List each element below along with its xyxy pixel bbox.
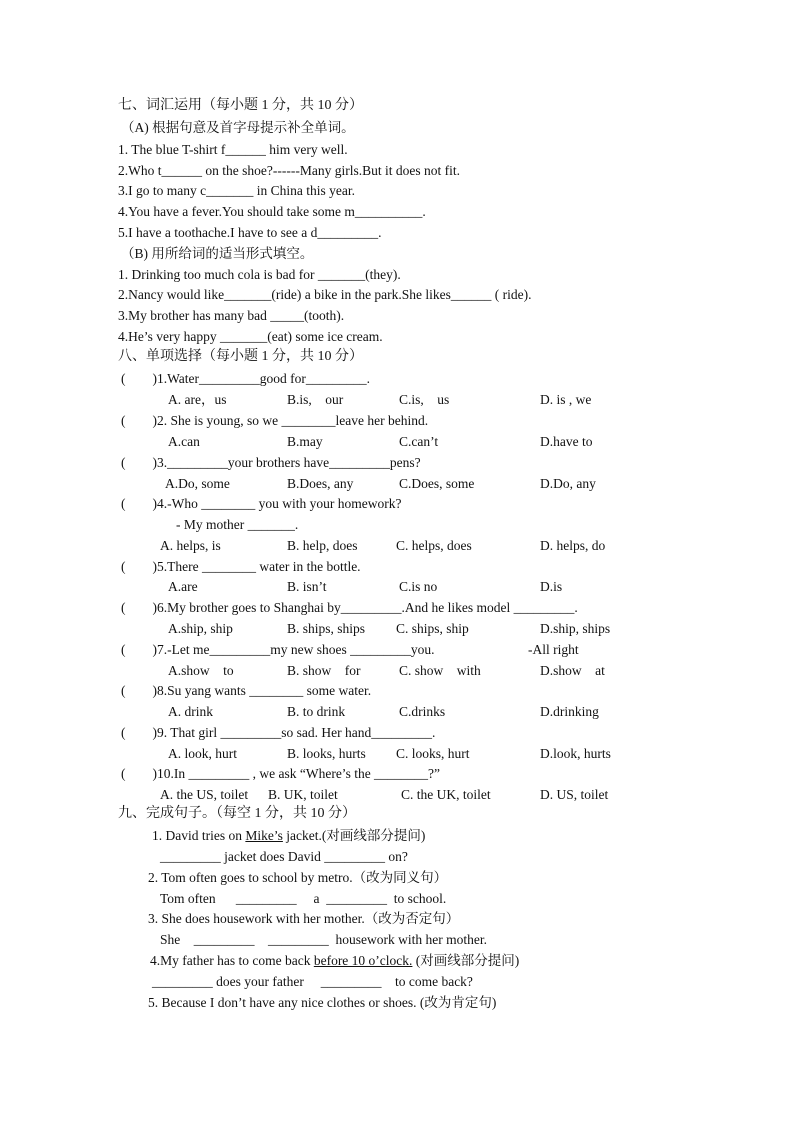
q9-option-c: C. looks, hurt	[396, 746, 470, 761]
vocab-b-item-4: 4.He’s very happy _______(eat) some ice cream.	[118, 329, 383, 344]
q10-option-a: A. the US, toilet	[160, 787, 249, 802]
q7-option-a: A.show to	[168, 663, 234, 678]
s3-sentence: 3. She does housework with her mother.（改为否定句）	[148, 911, 460, 926]
q8-option-b: B. to drink	[287, 704, 346, 719]
vocab-a-item-2: 2.Who t______ on the shoe?------Many girls.But it does not fit.	[118, 163, 460, 178]
vocab-heading: 七、词汇运用（每小题 1 分，共 10 分）	[118, 98, 363, 113]
vocab-b-item-3: 3.My brother has many bad _____(tooth).	[118, 308, 345, 323]
vocab-partB-heading: （B) 用所给词的适当形式填空。	[121, 246, 314, 261]
s4-pre: 4.My father has to come back	[150, 953, 314, 968]
q2-option-d: D.have to	[540, 434, 593, 449]
q1-option-b: B.is, our	[287, 392, 344, 407]
s1-underlined: Mike’s	[245, 828, 283, 843]
q10-option-d: D. US, toilet	[540, 787, 609, 802]
q1-option-c: C.is, us	[399, 392, 450, 407]
q2-option-b: B.may	[287, 434, 323, 449]
s1-pre: 1. David tries on	[152, 828, 246, 843]
q8-option-a: A. drink	[168, 704, 213, 719]
vocab-a-item-3: 3.I go to many c_______ in China this year.	[118, 183, 355, 198]
q7-stem: ( )7.-Let me_________my new shoes _________you.	[121, 642, 435, 657]
q10-option-b: B. UK, toilet	[268, 787, 338, 802]
s2-answer: Tom often _________ a _________ to school.	[160, 891, 447, 906]
q5-option-d: D.is	[540, 579, 563, 594]
s4-post: (对画线部分提问)	[412, 953, 520, 968]
q3-option-a: A.Do, some	[165, 476, 230, 491]
q1-option-a: A. are，us	[168, 392, 227, 407]
q8-option-d: D.drinking	[540, 704, 599, 719]
q6-stem: ( )6.My brother goes to Shanghai by_________.And he likes model _________.	[121, 600, 578, 615]
s2-sentence: 2. Tom often goes to school by metro.（改为同义句）	[148, 870, 448, 885]
q4-option-d: D. helps, do	[540, 538, 606, 553]
q4-option-b: B. help, does	[287, 538, 358, 553]
q2-stem: ( )2. She is young, so we ________leave her behind.	[121, 413, 429, 428]
q3-option-b: B.Does, any	[287, 476, 354, 491]
q5-option-b: B. isn’t	[287, 579, 327, 594]
choice-heading: 八、单项选择（每小题 1 分，共 10 分）	[118, 349, 363, 364]
q9-option-a: A. look, hurt	[168, 746, 237, 761]
q9-option-d: D.look, hurts	[540, 746, 611, 761]
q6-option-c: C. ships, ship	[396, 621, 469, 636]
q4-stem-reply: - My mother _______.	[176, 517, 299, 532]
q7-option-d: D.show at	[540, 663, 605, 678]
q5-option-a: A.are	[168, 579, 198, 594]
q4-option-c: C. helps, does	[396, 538, 472, 553]
vocab-b-item-1: 1. Drinking too much cola is bad for _______(they).	[118, 267, 401, 282]
vocab-partA-heading: （A) 根据句意及首字母提示补全单词。	[121, 120, 355, 135]
s4-answer: _________ does your father _________ to come back?	[152, 974, 473, 989]
q9-option-b: B. looks, hurts	[287, 746, 366, 761]
q6-option-a: A.ship, ship	[168, 621, 233, 636]
vocab-a-item-4: 4.You have a fever.You should take some m__________.	[118, 204, 426, 219]
q7-option-c: C. show with	[399, 663, 481, 678]
vocab-a-item-1: 1. The blue T-shirt f______ him very well.	[118, 142, 348, 157]
q5-option-c: C.is no	[399, 579, 438, 594]
s1-post: jacket.(对画线部分提问)	[282, 828, 426, 843]
s5-sentence: 5. Because I don’t have any nice clothes or shoes. (改为肯定句)	[148, 995, 497, 1010]
q3-stem: ( )3._________your brothers have_________pens?	[121, 455, 421, 470]
q7-option-b: B. show for	[287, 663, 361, 678]
q5-stem: ( )5.There ________ water in the bottle.	[121, 559, 361, 574]
q2-option-a: A.can	[168, 434, 200, 449]
q10-stem: ( )10.In _________ , we ask “Where’s the ________?”	[121, 766, 441, 781]
q3-option-d: D.Do, any	[540, 476, 596, 491]
q9-stem: ( )9. That girl _________so sad. Her hand_________.	[121, 725, 436, 740]
q4-option-a: A. helps, is	[160, 538, 221, 553]
vocab-b-item-2: 2.Nancy would like_______(ride) a bike in the park.She likes______ ( ride).	[118, 287, 532, 302]
q8-stem: ( )8.Su yang wants ________ some water.	[121, 683, 372, 698]
q1-stem: ( )1.Water_________good for_________.	[121, 371, 370, 386]
q8-option-c: C.drinks	[399, 704, 446, 719]
vocab-a-item-5: 5.I have a toothache.I have to see a d_________.	[118, 225, 382, 240]
complete-heading: 九、完成句子。（每空 1 分，共 10 分）	[118, 806, 356, 821]
q2-option-c: C.can’t	[399, 434, 439, 449]
q1-option-d: D. is , we	[540, 392, 592, 407]
s3-answer: She _________ _________ housework with her mother.	[160, 932, 487, 947]
s1-answer: _________ jacket does David _________ on?	[160, 849, 408, 864]
s1-sentence	[152, 827, 425, 845]
q6-option-d: D.ship, ships	[540, 621, 611, 636]
q7-stem-reply: -All right	[528, 642, 579, 657]
q6-option-b: B. ships, ships	[287, 621, 366, 636]
s4-sentence	[150, 952, 519, 970]
q4-stem: ( )4.-Who ________ you with your homework?	[121, 496, 402, 511]
s4-underlined: before 10 o’clock.	[313, 953, 413, 968]
q10-option-c: C. the UK, toilet	[401, 787, 491, 802]
q3-option-c: C.Does, some	[399, 476, 475, 491]
